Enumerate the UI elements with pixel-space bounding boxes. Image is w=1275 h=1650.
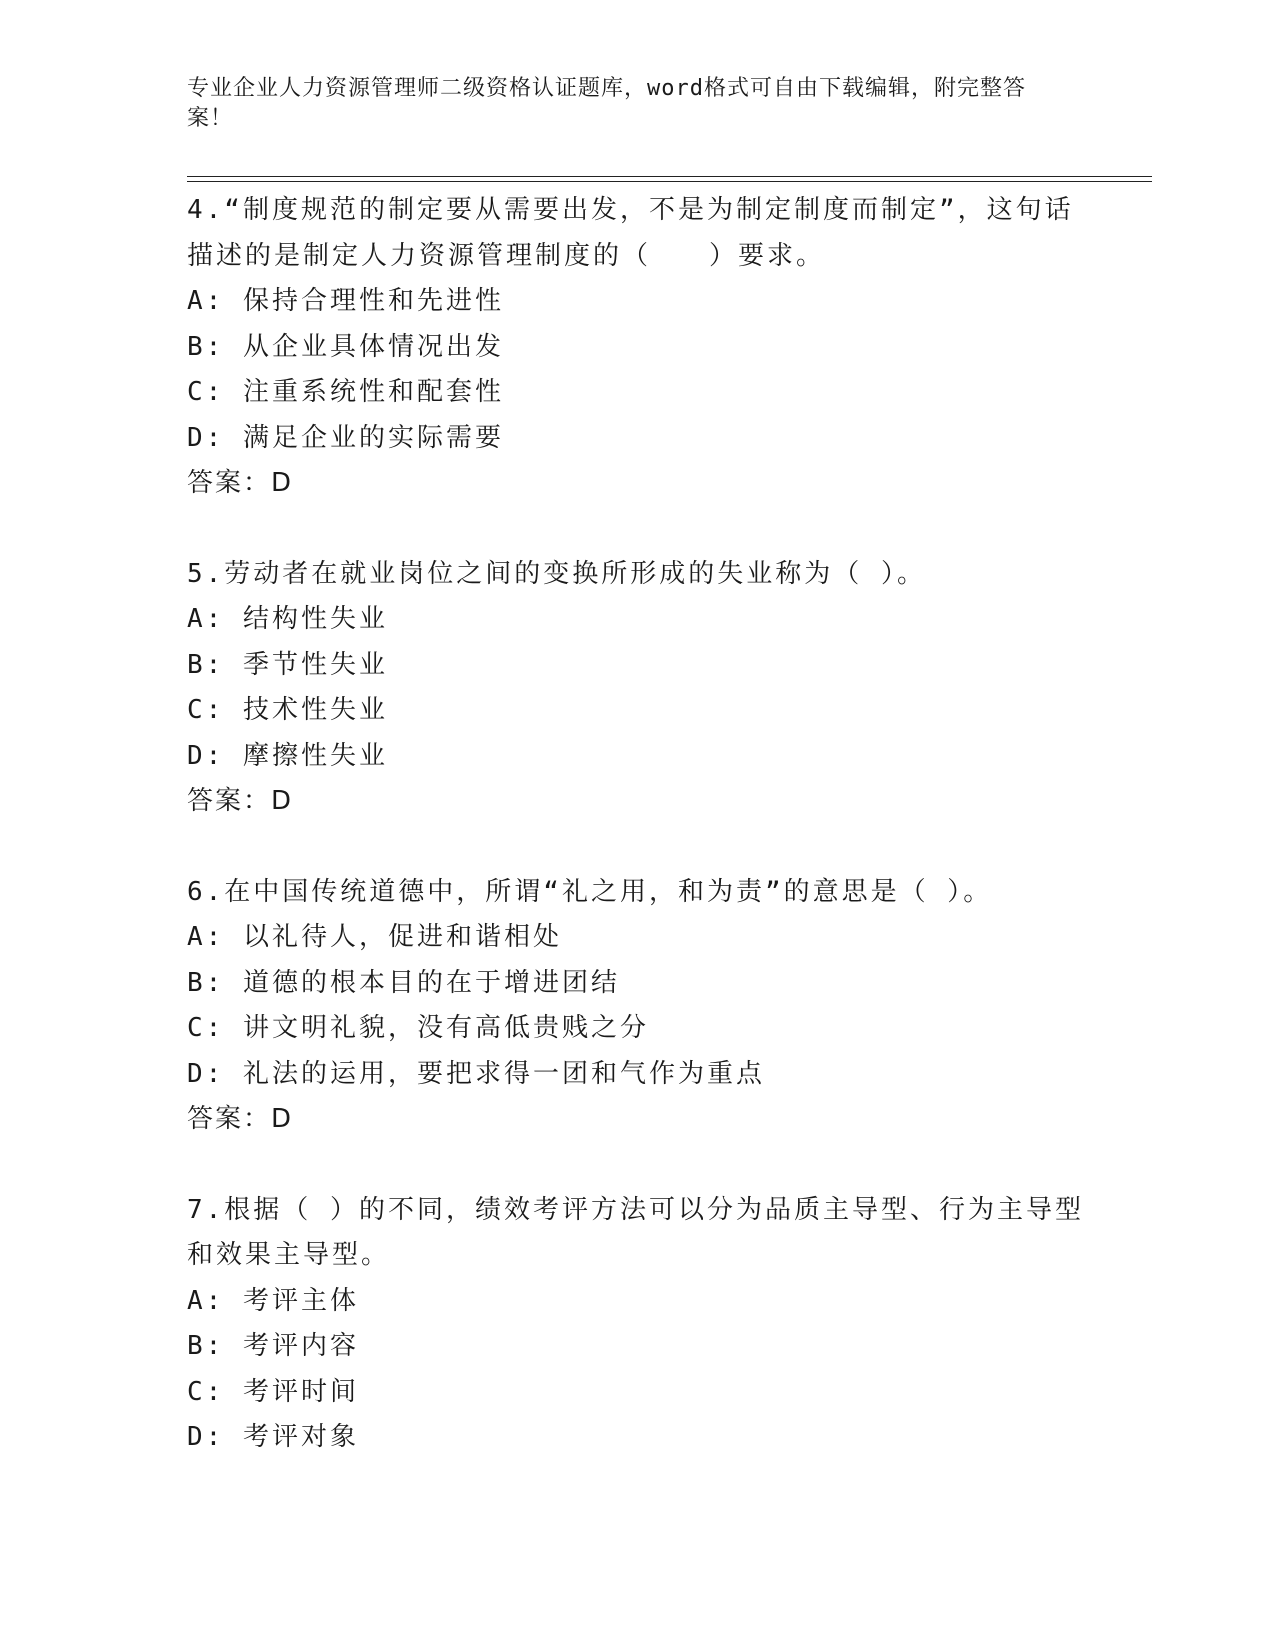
option-d: D: 礼法的运用，要把求得一团和气作为重点 bbox=[187, 1058, 765, 1089]
option-b: B: 考评内容 bbox=[187, 1331, 359, 1361]
option-b: B: 季节性失业 bbox=[187, 649, 388, 680]
option-a: A: 以礼待人，促进和谐相处 bbox=[187, 922, 562, 952]
option-c: C: 讲文明礼貌，没有高低贵贱之分 bbox=[187, 1013, 649, 1043]
option-c: C: 注重系统性和配套性 bbox=[187, 377, 504, 407]
option-a: A: 考评主体 bbox=[187, 1285, 359, 1316]
question-item bbox=[187, 552, 1087, 825]
option-b: B: 从企业具体情况出发 bbox=[187, 331, 504, 362]
option-c: C: 考评时间 bbox=[187, 1376, 359, 1407]
option-a: A: 结构性失业 bbox=[187, 604, 388, 634]
question-item bbox=[187, 1188, 1087, 1461]
option-d: D: 满足企业的实际需要 bbox=[187, 422, 504, 453]
answer-line: 答案：D bbox=[187, 786, 294, 816]
question-item bbox=[187, 188, 1087, 507]
answer-line: 答案：D bbox=[187, 468, 294, 498]
document-header: 专业企业人力资源管理师二级资格认证题库，word格式可自由下载编辑，附完整答案！ bbox=[187, 76, 1026, 131]
question-stem: 6.在中国传统道德中，所谓“礼之用，和为责”的意思是（ ）。 bbox=[187, 876, 993, 907]
answer-line: 答案：D bbox=[187, 1104, 294, 1134]
question-item bbox=[187, 870, 1087, 1143]
option-d: D: 考评对象 bbox=[187, 1422, 359, 1452]
question-stem: 5.劳动者在就业岗位之间的变换所形成的失业称为（ ）。 bbox=[187, 558, 926, 589]
header-divider-top bbox=[187, 176, 1152, 177]
question-stem: 4.“制度规范的制定要从需要出发，不是为制定制度而制定”，这句话描述的是制定人力资源管理制度的（ ）要求。 bbox=[187, 195, 1074, 271]
option-c: C: 技术性失业 bbox=[187, 695, 388, 725]
question-list bbox=[187, 188, 1087, 1506]
question-stem: 7.根据（ ）的不同，绩效考评方法可以分为品质主导型、行为主导型和效果主导型。 bbox=[187, 1194, 1084, 1270]
header-divider-bottom bbox=[187, 181, 1152, 182]
option-b: B: 道德的根本目的在于增进团结 bbox=[187, 967, 620, 998]
option-d: D: 摩擦性失业 bbox=[187, 740, 388, 771]
option-a: A: 保持合理性和先进性 bbox=[187, 286, 504, 316]
